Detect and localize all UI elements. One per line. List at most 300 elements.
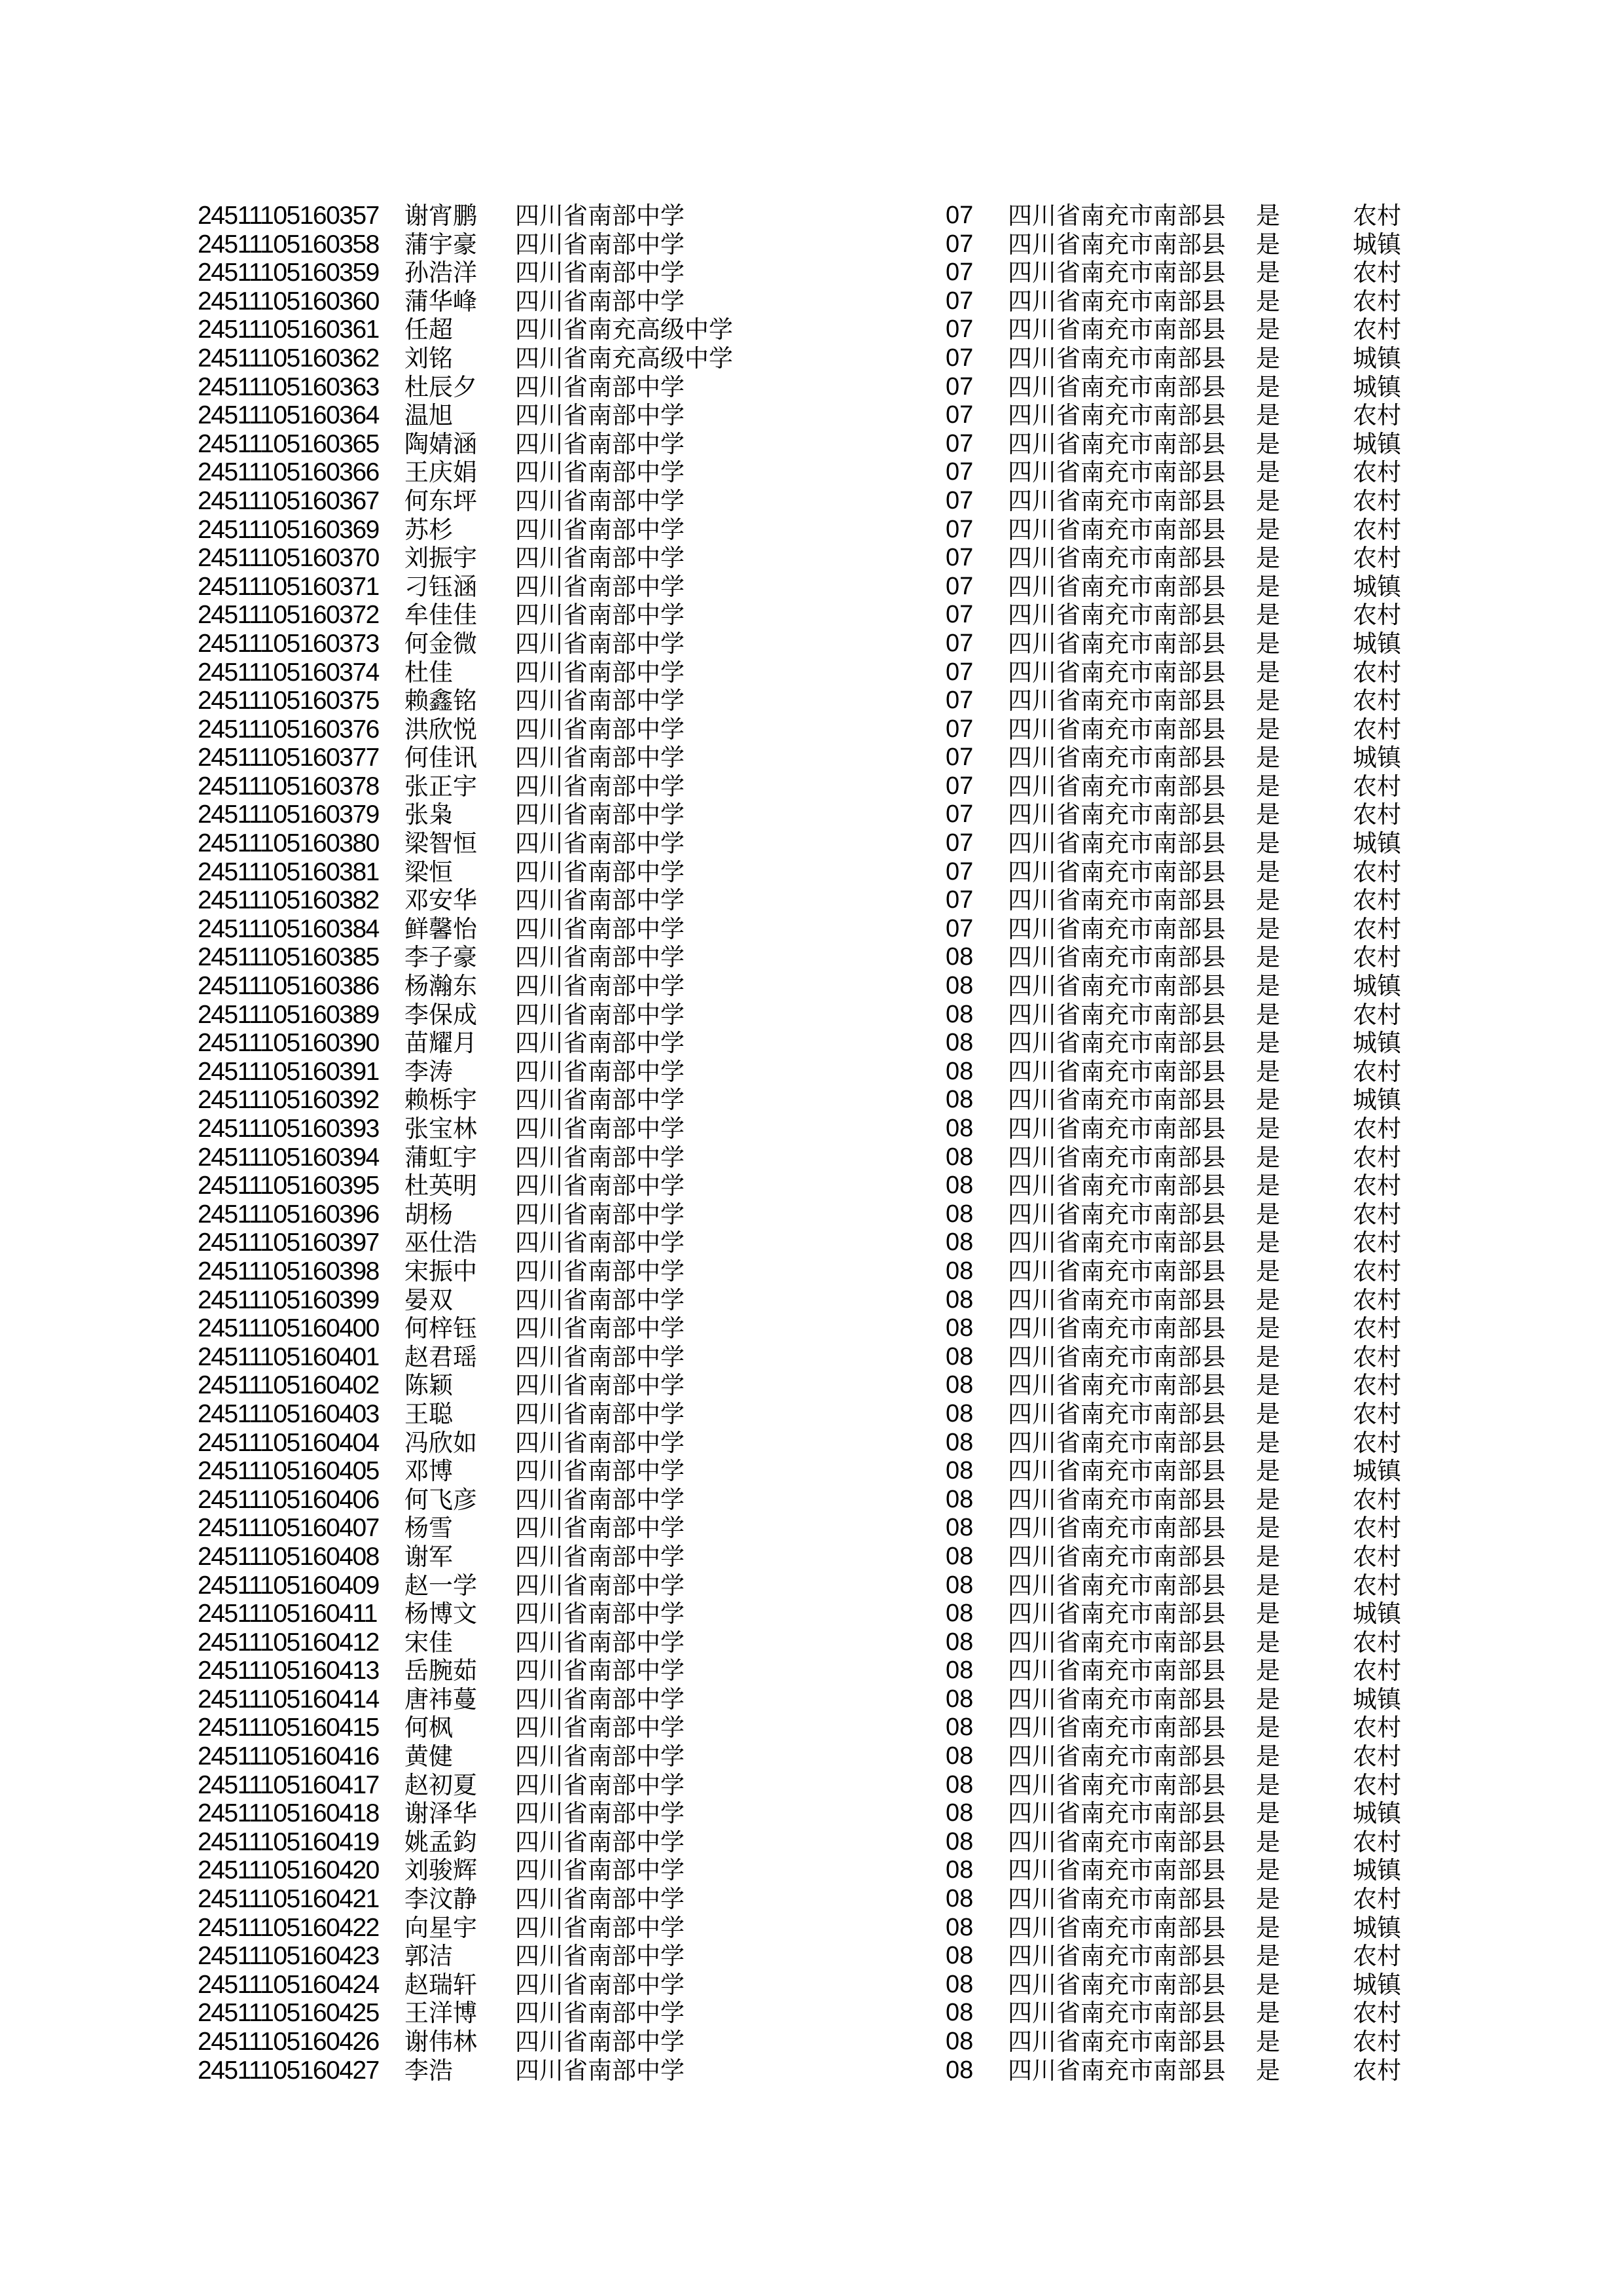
- student-id: 24511105160374: [198, 658, 379, 687]
- student-name: 赖栎宇: [404, 1086, 477, 1114]
- student-id: 24511105160373: [198, 629, 379, 658]
- school: 四川省南部中学: [515, 1685, 685, 1713]
- student-id: 24511105160384: [198, 914, 379, 943]
- table-row: [198, 1172, 1418, 1200]
- county: 四川省南充市南部县: [1008, 1800, 1226, 1827]
- school: 四川省南部中学: [515, 487, 685, 514]
- student-name: 任超: [404, 316, 453, 344]
- policy-flag: 是: [1256, 259, 1280, 287]
- student-id: 24511105160418: [198, 1799, 379, 1828]
- policy-flag: 是: [1256, 430, 1280, 457]
- county: 四川省南充市南部县: [1008, 887, 1226, 914]
- grade-code: 07: [946, 458, 974, 486]
- grade-code: 07: [946, 486, 974, 514]
- table-row: [198, 401, 1418, 430]
- table-row: [198, 315, 1418, 344]
- county: 四川省南充市南部县: [1008, 658, 1226, 686]
- school: 四川省南部中学: [515, 287, 685, 315]
- residence-type: 农村: [1353, 915, 1401, 942]
- school: 四川省南部中学: [515, 830, 685, 857]
- county: 四川省南充市南部县: [1008, 1657, 1226, 1685]
- school: 四川省南部中学: [515, 1429, 685, 1456]
- table-row: [198, 744, 1418, 772]
- student-name: 何枫: [404, 1714, 453, 1742]
- residence-type: 城镇: [1353, 373, 1401, 401]
- county: 四川省南充市南部县: [1008, 402, 1226, 429]
- policy-flag: 是: [1256, 1886, 1280, 1913]
- residence-type: 城镇: [1353, 1800, 1401, 1827]
- residence-type: 农村: [1353, 1886, 1401, 1913]
- policy-flag: 是: [1256, 1486, 1280, 1513]
- student-id: 24511105160402: [198, 1371, 379, 1400]
- grade-code: 08: [946, 1542, 974, 1570]
- student-id: 24511105160414: [198, 1685, 379, 1713]
- policy-flag: 是: [1256, 1971, 1280, 1998]
- school: 四川省南部中学: [515, 1086, 685, 1114]
- student-name: 郭洁: [404, 1943, 453, 1970]
- student-id: 24511105160379: [198, 800, 379, 829]
- school: 四川省南部中学: [515, 573, 685, 600]
- residence-type: 农村: [1353, 1429, 1401, 1456]
- student-id: 24511105160393: [198, 1115, 379, 1143]
- table-row: [198, 886, 1418, 915]
- student-id: 24511105160417: [198, 1770, 379, 1799]
- county: 四川省南充市南部县: [1008, 1543, 1226, 1570]
- grade-code: 08: [946, 1457, 974, 1485]
- policy-flag: 是: [1256, 373, 1280, 401]
- table-row: [198, 630, 1418, 658]
- policy-flag: 是: [1256, 1172, 1280, 1200]
- residence-type: 农村: [1353, 287, 1401, 315]
- county: 四川省南充市南部县: [1008, 1115, 1226, 1142]
- table-row: [198, 1314, 1418, 1343]
- county: 四川省南充市南部县: [1008, 801, 1226, 829]
- county: 四川省南充市南部县: [1008, 744, 1226, 772]
- county: 四川省南充市南部县: [1008, 630, 1226, 657]
- county: 四川省南充市南部县: [1008, 373, 1226, 401]
- student-name: 赵一学: [404, 1571, 477, 1599]
- student-name: 鲜馨怡: [404, 915, 477, 942]
- table-row: [198, 1914, 1418, 1943]
- school: 四川省南部中学: [515, 545, 685, 572]
- policy-flag: 是: [1256, 630, 1280, 657]
- policy-flag: 是: [1256, 1372, 1280, 1399]
- student-name: 唐祎蔓: [404, 1685, 477, 1713]
- residence-type: 城镇: [1353, 1685, 1401, 1713]
- table-row: [198, 1514, 1418, 1543]
- school: 四川省南部中学: [515, 1515, 685, 1542]
- policy-flag: 是: [1256, 1115, 1280, 1142]
- school: 四川省南部中学: [515, 516, 685, 543]
- school: 四川省南部中学: [515, 1743, 685, 1770]
- student-name: 谢泽华: [404, 1800, 477, 1827]
- school: 四川省南部中学: [515, 1943, 685, 1970]
- policy-flag: 是: [1256, 1914, 1280, 1941]
- policy-flag: 是: [1256, 1628, 1280, 1656]
- county: 四川省南充市南部县: [1008, 1458, 1226, 1485]
- student-name: 王聪: [404, 1400, 453, 1427]
- policy-flag: 是: [1256, 1743, 1280, 1770]
- table-row: [198, 915, 1418, 944]
- student-name: 杨雪: [404, 1515, 453, 1542]
- grade-code: 07: [946, 601, 974, 629]
- student-id: 24511105160426: [198, 2028, 379, 2056]
- residence-type: 农村: [1353, 1172, 1401, 1200]
- student-id: 24511105160419: [198, 1827, 379, 1856]
- residence-type: 农村: [1353, 1571, 1401, 1599]
- policy-flag: 是: [1256, 202, 1280, 229]
- grade-code: 07: [946, 658, 974, 686]
- school: 四川省南部中学: [515, 459, 685, 486]
- school: 四川省南部中学: [515, 202, 685, 229]
- student-name: 宋振中: [404, 1257, 477, 1285]
- grade-code: 08: [946, 1200, 974, 1228]
- policy-flag: 是: [1256, 1685, 1280, 1713]
- school: 四川省南部中学: [515, 1771, 685, 1799]
- student-name: 杨博文: [404, 1600, 477, 1628]
- grade-code: 08: [946, 1115, 974, 1142]
- student-name: 苗耀月: [404, 1030, 477, 1057]
- county: 四川省南充市南部县: [1008, 1400, 1226, 1427]
- table-row: [198, 1543, 1418, 1571]
- student-name: 孙浩洋: [404, 259, 477, 287]
- county: 四川省南充市南部县: [1008, 1943, 1226, 1970]
- residence-type: 农村: [1353, 1143, 1401, 1171]
- residence-type: 农村: [1353, 1229, 1401, 1257]
- table-row: [198, 1257, 1418, 1286]
- school: 四川省南部中学: [515, 2056, 685, 2084]
- table-row: [198, 1457, 1418, 1486]
- student-id: 24511105160381: [198, 857, 379, 886]
- grade-code: 08: [946, 1742, 974, 1770]
- residence-type: 城镇: [1353, 1458, 1401, 1485]
- county: 四川省南充市南部县: [1008, 1515, 1226, 1542]
- table-row: [198, 1400, 1418, 1429]
- student-name: 杜辰夕: [404, 373, 477, 401]
- residence-type: 城镇: [1353, 230, 1401, 258]
- grade-code: 08: [946, 972, 974, 1000]
- policy-flag: 是: [1256, 973, 1280, 1000]
- policy-flag: 是: [1256, 1030, 1280, 1057]
- policy-flag: 是: [1256, 2056, 1280, 2084]
- school: 四川省南部中学: [515, 1458, 685, 1485]
- grade-code: 08: [946, 1229, 974, 1257]
- residence-type: 农村: [1353, 2056, 1401, 2084]
- grade-code: 07: [946, 230, 974, 258]
- table-row: [198, 1200, 1418, 1229]
- table-row: [198, 1628, 1418, 1657]
- table-row: [198, 1713, 1418, 1742]
- school: 四川省南部中学: [515, 1886, 685, 1913]
- grade-code: 07: [946, 800, 974, 829]
- policy-flag: 是: [1256, 801, 1280, 829]
- table-row: [198, 1600, 1418, 1628]
- school: 四川省南部中学: [515, 1657, 685, 1685]
- table-row: [198, 1971, 1418, 2000]
- student-id: 24511105160364: [198, 401, 379, 430]
- county: 四川省南充市南部县: [1008, 1143, 1226, 1171]
- residence-type: 农村: [1353, 2028, 1401, 2055]
- county: 四川省南充市南部县: [1008, 944, 1226, 971]
- student-name: 刘骏辉: [404, 1857, 477, 1884]
- county: 四川省南充市南部县: [1008, 858, 1226, 886]
- policy-flag: 是: [1256, 1458, 1280, 1485]
- student-name: 刘铭: [404, 344, 453, 372]
- grade-code: 07: [946, 287, 974, 315]
- school: 四川省南部中学: [515, 2028, 685, 2055]
- student-id: 24511105160371: [198, 572, 379, 601]
- policy-flag: 是: [1256, 516, 1280, 543]
- student-id: 24511105160360: [198, 287, 379, 315]
- residence-type: 城镇: [1353, 1086, 1401, 1114]
- grade-code: 08: [946, 1399, 974, 1427]
- grade-code: 08: [946, 1657, 974, 1685]
- policy-flag: 是: [1256, 1600, 1280, 1628]
- school: 四川省南部中学: [515, 887, 685, 914]
- school: 四川省南部中学: [515, 744, 685, 772]
- table-row: [198, 1429, 1418, 1458]
- school: 四川省南部中学: [515, 1229, 685, 1257]
- table-row: [198, 1229, 1418, 1257]
- county: 四川省南充市南部县: [1008, 1200, 1226, 1228]
- county: 四川省南充市南部县: [1008, 1628, 1226, 1656]
- student-name: 刘振宇: [404, 545, 477, 572]
- table-row: [198, 943, 1418, 972]
- policy-flag: 是: [1256, 1286, 1280, 1314]
- county: 四川省南充市南部县: [1008, 1685, 1226, 1713]
- grade-code: 07: [946, 857, 974, 886]
- residence-type: 农村: [1353, 715, 1401, 743]
- school: 四川省南部中学: [515, 1115, 685, 1142]
- student-id: 24511105160378: [198, 772, 379, 800]
- table-row: [198, 430, 1418, 459]
- policy-flag: 是: [1256, 2028, 1280, 2055]
- county: 四川省南充市南部县: [1008, 1315, 1226, 1342]
- grade-code: 07: [946, 544, 974, 572]
- grade-code: 08: [946, 1600, 974, 1628]
- student-name: 李浩: [404, 2056, 453, 2084]
- grade-code: 08: [946, 1970, 974, 1998]
- policy-flag: 是: [1256, 601, 1280, 629]
- county: 四川省南充市南部县: [1008, 430, 1226, 457]
- school: 四川省南充高级中学: [515, 344, 733, 372]
- grade-code: 08: [946, 1942, 974, 1970]
- county: 四川省南充市南部县: [1008, 1714, 1226, 1742]
- policy-flag: 是: [1256, 715, 1280, 743]
- grade-code: 07: [946, 344, 974, 372]
- student-table: [198, 202, 1418, 2085]
- table-row: [198, 858, 1418, 887]
- county: 四川省南充市南部县: [1008, 545, 1226, 572]
- student-name: 王洋博: [404, 2000, 477, 2027]
- grade-code: 08: [946, 1685, 974, 1713]
- school: 四川省南部中学: [515, 601, 685, 629]
- school: 四川省南部中学: [515, 1143, 685, 1171]
- student-id: 24511105160398: [198, 1257, 379, 1285]
- school: 四川省南部中学: [515, 1914, 685, 1941]
- student-name: 张宝林: [404, 1115, 477, 1142]
- residence-type: 农村: [1353, 1001, 1401, 1028]
- student-name: 蒲虹宇: [404, 1143, 477, 1171]
- table-row: [198, 1343, 1418, 1372]
- table-row: [198, 715, 1418, 744]
- grade-code: 08: [946, 1342, 974, 1371]
- student-id: 24511105160372: [198, 601, 379, 630]
- grade-code: 08: [946, 1172, 974, 1200]
- grade-code: 08: [946, 1000, 974, 1028]
- county: 四川省南充市南部县: [1008, 1571, 1226, 1599]
- school: 四川省南部中学: [515, 1628, 685, 1656]
- county: 四川省南充市南部县: [1008, 287, 1226, 315]
- residence-type: 农村: [1353, 402, 1401, 429]
- student-name: 谢伟林: [404, 2028, 477, 2055]
- county: 四川省南充市南部县: [1008, 1429, 1226, 1456]
- policy-flag: 是: [1256, 1571, 1280, 1599]
- student-id: 24511105160359: [198, 259, 379, 287]
- grade-code: 08: [946, 1770, 974, 1799]
- grade-code: 07: [946, 315, 974, 344]
- residence-type: 农村: [1353, 658, 1401, 686]
- grade-code: 08: [946, 1514, 974, 1542]
- student-id: 24511105160409: [198, 1571, 379, 1600]
- policy-flag: 是: [1256, 1257, 1280, 1285]
- school: 四川省南部中学: [515, 1400, 685, 1427]
- policy-flag: 是: [1256, 658, 1280, 686]
- county: 四川省南充市南部县: [1008, 601, 1226, 629]
- county: 四川省南充市南部县: [1008, 1914, 1226, 1941]
- county: 四川省南充市南部县: [1008, 715, 1226, 743]
- county: 四川省南充市南部县: [1008, 1743, 1226, 1770]
- residence-type: 农村: [1353, 1400, 1401, 1427]
- grade-code: 08: [946, 1827, 974, 1856]
- county: 四川省南充市南部县: [1008, 830, 1226, 857]
- residence-type: 农村: [1353, 1058, 1401, 1085]
- student-id: 24511105160420: [198, 1856, 379, 1885]
- table-row: [198, 1799, 1418, 1828]
- student-name: 苏杉: [404, 516, 453, 543]
- residence-type: 城镇: [1353, 1914, 1401, 1941]
- county: 四川省南充市南部县: [1008, 2028, 1226, 2055]
- residence-type: 农村: [1353, 601, 1401, 629]
- county: 四川省南充市南部县: [1008, 687, 1226, 715]
- table-row: [198, 1856, 1418, 1885]
- policy-flag: 是: [1256, 1315, 1280, 1342]
- policy-flag: 是: [1256, 287, 1280, 315]
- table-row: [198, 601, 1418, 630]
- student-name: 张枭: [404, 801, 453, 829]
- table-row: [198, 1286, 1418, 1315]
- residence-type: 农村: [1353, 772, 1401, 800]
- county: 四川省南充市南部县: [1008, 1886, 1226, 1913]
- school: 四川省南部中学: [515, 1800, 685, 1827]
- student-name: 杨瀚东: [404, 973, 477, 1000]
- county: 四川省南充市南部县: [1008, 1058, 1226, 1085]
- county: 四川省南充市南部县: [1008, 1857, 1226, 1884]
- policy-flag: 是: [1256, 573, 1280, 600]
- residence-type: 农村: [1353, 1200, 1401, 1228]
- policy-flag: 是: [1256, 1657, 1280, 1685]
- grade-code: 07: [946, 259, 974, 287]
- table-row: [198, 2028, 1418, 2056]
- school: 四川省南部中学: [515, 1343, 685, 1371]
- table-row: [198, 1942, 1418, 1971]
- student-name: 姚孟鈞: [404, 1828, 477, 1856]
- county: 四川省南充市南部县: [1008, 1372, 1226, 1399]
- student-id: 24511105160413: [198, 1657, 379, 1685]
- student-name: 梁智恒: [404, 830, 477, 857]
- residence-type: 农村: [1353, 1628, 1401, 1656]
- table-row: [198, 1058, 1418, 1086]
- student-id: 24511105160415: [198, 1713, 379, 1742]
- student-id: 24511105160416: [198, 1742, 379, 1771]
- policy-flag: 是: [1256, 316, 1280, 344]
- policy-flag: 是: [1256, 1429, 1280, 1456]
- policy-flag: 是: [1256, 459, 1280, 486]
- policy-flag: 是: [1256, 687, 1280, 715]
- residence-type: 农村: [1353, 1372, 1401, 1399]
- residence-type: 城镇: [1353, 744, 1401, 772]
- grade-code: 07: [946, 914, 974, 942]
- student-id: 24511105160380: [198, 829, 379, 858]
- school: 四川省南部中学: [515, 2000, 685, 2027]
- student-id: 24511105160411: [198, 1600, 377, 1628]
- residence-type: 农村: [1353, 1543, 1401, 1570]
- county: 四川省南充市南部县: [1008, 1286, 1226, 1314]
- table-row: [198, 972, 1418, 1001]
- student-id: 24511105160391: [198, 1057, 379, 1086]
- student-id: 24511105160427: [198, 2056, 379, 2085]
- school: 四川省南部中学: [515, 687, 685, 715]
- policy-flag: 是: [1256, 772, 1280, 800]
- student-name: 李保成: [404, 1001, 477, 1028]
- table-row: [198, 516, 1418, 545]
- grade-code: 08: [946, 1371, 974, 1399]
- residence-type: 农村: [1353, 1657, 1401, 1685]
- table-row: [198, 1029, 1418, 1058]
- school: 四川省南部中学: [515, 259, 685, 287]
- policy-flag: 是: [1256, 1515, 1280, 1542]
- grade-code: 07: [946, 202, 974, 229]
- residence-type: 城镇: [1353, 1030, 1401, 1057]
- table-row: [198, 2056, 1418, 2085]
- student-name: 赖鑫铭: [404, 687, 477, 715]
- grade-code: 08: [946, 1029, 974, 1057]
- school: 四川省南部中学: [515, 772, 685, 800]
- school: 四川省南部中学: [515, 715, 685, 743]
- county: 四川省南充市南部县: [1008, 459, 1226, 486]
- policy-flag: 是: [1256, 1400, 1280, 1427]
- grade-code: 07: [946, 372, 974, 401]
- school: 四川省南部中学: [515, 973, 685, 1000]
- school: 四川省南部中学: [515, 1857, 685, 1884]
- residence-type: 农村: [1353, 259, 1401, 287]
- student-id: 24511105160363: [198, 372, 379, 401]
- school: 四川省南部中学: [515, 858, 685, 886]
- policy-flag: 是: [1256, 487, 1280, 514]
- student-id: 24511105160424: [198, 1970, 379, 1999]
- residence-type: 城镇: [1353, 630, 1401, 657]
- student-id: 24511105160394: [198, 1143, 379, 1172]
- student-name: 谢宵鹏: [404, 202, 477, 229]
- policy-flag: 是: [1256, 1543, 1280, 1570]
- policy-flag: 是: [1256, 1058, 1280, 1085]
- student-name: 陶婧涵: [404, 430, 477, 457]
- residence-type: 农村: [1353, 459, 1401, 486]
- student-name: 李涛: [404, 1058, 453, 1085]
- residence-type: 农村: [1353, 545, 1401, 572]
- residence-type: 农村: [1353, 1486, 1401, 1513]
- student-id: 24511105160412: [198, 1628, 379, 1657]
